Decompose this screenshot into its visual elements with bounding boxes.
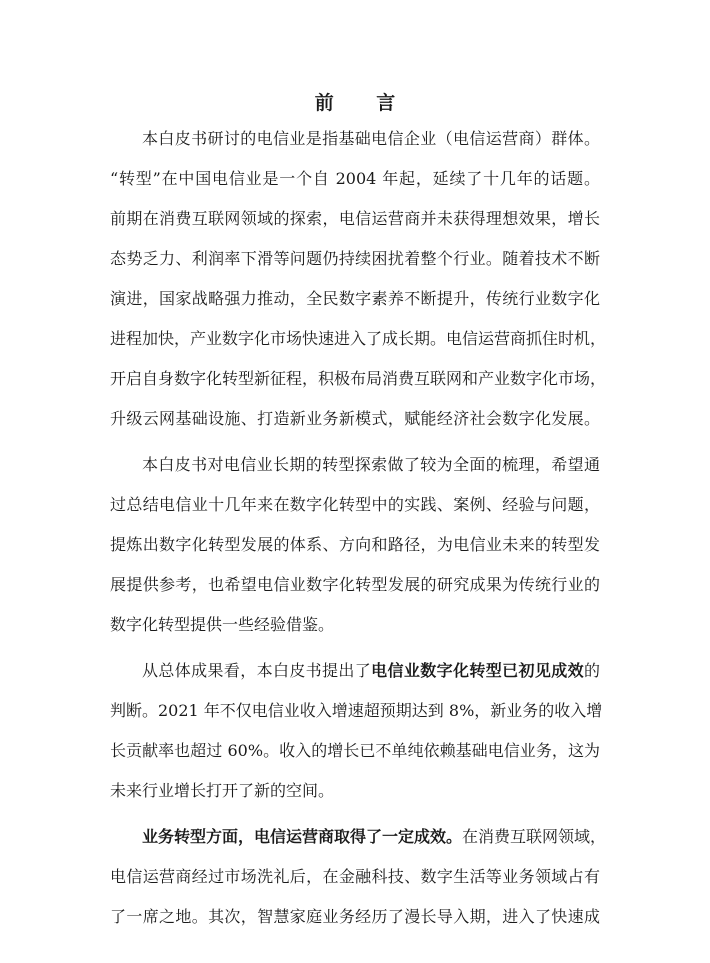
text-run: 在消费互联网领域， (462, 827, 607, 846)
text-line: 态势乏力、利润率下滑等问题仍持续困扰着整个行业。随着技术不断 (110, 249, 600, 268)
text-line: 演进，国家战略强力推动，全民数字素养不断提升，传统行业数字化 (110, 289, 600, 308)
text-line: 判断。2021 年不仅电信业收入增速超预期达到 8%，新业务的收入增 (110, 701, 603, 720)
text-line (142, 817, 607, 857)
text-line: 长贡献率也超过 60%。收入的增长已不单纯依赖基础电信业务，这为 (110, 741, 600, 760)
text-line (142, 651, 600, 691)
text-line: 本白皮书研讨的电信业是指基础电信企业（电信运营商）群体。 (142, 129, 600, 148)
text-line: 未来行业增长打开了新的空间。 (110, 781, 335, 800)
text-line: 提炼出数字化转型发展的体系、方向和路径，为电信业未来的转型发 (110, 535, 600, 554)
text-line: 前期在消费互联网领域的探索，电信运营商并未获得理想效果，增长 (110, 209, 600, 228)
text-line: 本白皮书对电信业长期的转型探索做了较为全面的梳理，希望通 (142, 455, 600, 474)
bold-heading-run: 业务转型方面，电信运营商取得了一定成效。 (142, 827, 463, 846)
text-run: 的 (583, 661, 600, 680)
text-line: 过总结电信业十几年来在数字化转型中的实践、案例、经验与问题， (110, 495, 600, 514)
text-line: 数字化转型提供一些经验借鉴。 (110, 615, 335, 634)
text-run: 从总体成果看，本白皮书提出了 (142, 661, 372, 680)
page-title: 前 言 (314, 92, 414, 114)
text-line: 电信运营商经过市场洗礼后，在金融科技、数字生活等业务领域占有 (110, 867, 600, 886)
bold-conclusion: 电信业数字化转型已初见成效 (371, 661, 584, 680)
text-line: 展提供参考，也希望电信业数字化转型发展的研究成果为传统行业的 (110, 575, 600, 594)
text-line: 进程加快，产业数字化市场快速进入了成长期。电信运营商抓住时机， (110, 329, 607, 348)
text-line: 了一席之地。其次，智慧家庭业务经历了漫长导入期，进入了快速成 (110, 907, 600, 926)
text-line: “转型”在中国电信业是一个自 2004 年起，延续了十几年的话题。 (110, 169, 600, 188)
text-line: 升级云网基础设施、打造新业务新模式，赋能经济社会数字化发展。 (110, 409, 600, 428)
text-line: 开启自身数字化转型新征程，积极布局消费互联网和产业数字化市场， (110, 369, 607, 388)
